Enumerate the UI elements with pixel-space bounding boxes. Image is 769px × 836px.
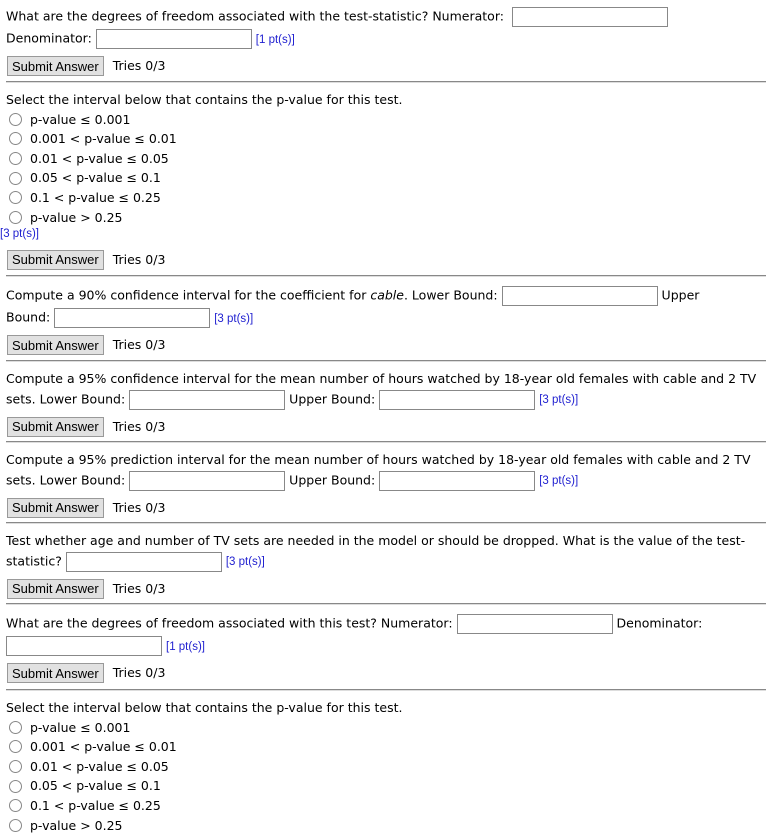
- upper-bound-input[interactable]: [379, 390, 535, 410]
- option-label: 0.05 < p-value ≤ 0.1: [30, 778, 161, 794]
- divider: [6, 81, 766, 83]
- submit-answer-button[interactable]: Submit Answer: [7, 663, 104, 683]
- variable-name: cable: [370, 287, 404, 303]
- tries-count: Tries 0/3: [112, 580, 166, 596]
- radio-button[interactable]: [9, 799, 22, 812]
- test-statistic-input[interactable]: [66, 552, 222, 572]
- option-label: 0.01 < p-value ≤ 0.05: [30, 150, 169, 166]
- denominator-label: Denominator:: [6, 30, 92, 46]
- upper-bound-label: Upper Bound:: [289, 391, 376, 406]
- question-text: What are the degrees of freedom associated with this test? Numerator:: [6, 615, 453, 631]
- pvalue-option[interactable]: [6, 168, 766, 188]
- tries-count: Tries 0/3: [112, 665, 166, 681]
- upper-bound-label-cont: Bound:: [6, 309, 51, 325]
- points-label: [3 pt(s)]: [0, 228, 39, 241]
- tries-count: Tries 0/3: [112, 418, 166, 434]
- question-ci-mean: [6, 369, 766, 438]
- submit-answer-button[interactable]: Submit Answer: [7, 335, 104, 355]
- question-test-statistic: [6, 531, 766, 600]
- upper-bound-input[interactable]: [379, 471, 535, 491]
- question-ci-cable: [6, 285, 766, 356]
- points-label: [3 pt(s)]: [539, 475, 579, 487]
- divider: [6, 275, 766, 277]
- lower-bound-input[interactable]: [502, 286, 658, 306]
- question-text: Compute a 95% prediction interval for the mean number of hours watched by 18-year old females with cable and 2 TV sets. Lower Bound:: [6, 452, 751, 487]
- question-pvalue-2: [6, 698, 766, 835]
- pvalue-option[interactable]: [6, 737, 766, 757]
- question-text: What are the degrees of freedom associated with the test-statistic? Numerator:: [6, 8, 504, 24]
- pvalue-option[interactable]: [6, 815, 766, 835]
- pvalue-option[interactable]: [6, 757, 766, 777]
- points-label: [1 pt(s)]: [166, 640, 205, 653]
- numerator-input[interactable]: [457, 614, 613, 634]
- points-label: [3 pt(s)]: [225, 556, 265, 568]
- option-label: p-value > 0.25: [30, 817, 123, 833]
- lower-bound-input[interactable]: [129, 390, 285, 410]
- pvalue-option[interactable]: [6, 110, 766, 130]
- question-df-1: [6, 6, 766, 77]
- question-pvalue-1: [0, 90, 766, 271]
- option-label: 0.001 < p-value ≤ 0.01: [30, 739, 177, 755]
- numerator-input[interactable]: [512, 7, 668, 27]
- radio-button[interactable]: [9, 819, 22, 832]
- submit-answer-button[interactable]: Submit Answer: [7, 56, 104, 76]
- submit-answer-button[interactable]: Submit Answer: [7, 579, 104, 599]
- pvalue-option[interactable]: [6, 776, 766, 796]
- option-label: p-value ≤ 0.001: [30, 719, 131, 735]
- radio-button[interactable]: [9, 191, 22, 204]
- option-label: 0.1 < p-value ≤ 0.25: [30, 189, 161, 205]
- question-text: Select the interval below that contains the p-value for this test.: [6, 700, 403, 715]
- radio-button[interactable]: [9, 780, 22, 793]
- divider: [6, 441, 766, 443]
- submit-answer-button[interactable]: Submit Answer: [7, 498, 104, 518]
- denominator-label: Denominator:: [616, 615, 703, 631]
- radio-button[interactable]: [9, 211, 22, 224]
- question-pi-mean: [6, 450, 766, 519]
- points-label: [3 pt(s)]: [539, 394, 579, 406]
- points-label: [1 pt(s)]: [255, 33, 295, 46]
- submit-answer-button[interactable]: Submit Answer: [7, 250, 104, 270]
- divider: [6, 522, 766, 524]
- option-label: p-value ≤ 0.001: [30, 111, 131, 127]
- question-text: Test whether age and number of TV sets are needed in the model or should be dropped. What is the value of the test-statistic?: [6, 533, 746, 568]
- upper-bound-input[interactable]: [54, 308, 210, 328]
- divider: [6, 689, 766, 691]
- upper-bound-label: Upper Bound:: [289, 472, 376, 487]
- upper-bound-label: Upper: [661, 287, 700, 303]
- question-text: Select the interval below that contains the p-value for this test.: [6, 92, 403, 107]
- points-label: [3 pt(s)]: [214, 312, 254, 325]
- option-label: p-value > 0.25: [30, 209, 123, 225]
- question-text: Compute a 90% confidence interval for the coefficient for: [6, 287, 371, 303]
- option-label: 0.05 < p-value ≤ 0.1: [30, 170, 161, 186]
- question-text: Compute a 95% confidence interval for the mean number of hours watched by 18-year old females with cable and 2 TV sets. Lower Bound:: [6, 371, 757, 406]
- denominator-input[interactable]: [6, 636, 162, 656]
- submit-answer-button[interactable]: Submit Answer: [7, 417, 104, 437]
- lower-bound-input[interactable]: [129, 471, 285, 491]
- option-label: 0.001 < p-value ≤ 0.01: [30, 131, 177, 147]
- divider: [6, 603, 766, 605]
- divider: [6, 360, 766, 362]
- tries-count: Tries 0/3: [112, 58, 166, 74]
- radio-button[interactable]: [9, 760, 22, 773]
- question-df-2: [6, 613, 766, 684]
- option-label: 0.01 < p-value ≤ 0.05: [30, 758, 169, 774]
- pvalue-option[interactable]: [6, 796, 766, 816]
- pvalue-option[interactable]: [6, 188, 766, 208]
- option-label: 0.1 < p-value ≤ 0.25: [30, 797, 161, 813]
- pvalue-option[interactable]: [6, 718, 766, 738]
- radio-button[interactable]: [9, 113, 22, 126]
- radio-button[interactable]: [9, 152, 22, 165]
- radio-button[interactable]: [9, 132, 22, 145]
- lower-bound-label: . Lower Bound:: [403, 287, 498, 303]
- tries-count: Tries 0/3: [112, 337, 166, 353]
- tries-count: Tries 0/3: [112, 251, 166, 267]
- tries-count: Tries 0/3: [112, 499, 166, 515]
- radio-button[interactable]: [9, 172, 22, 185]
- radio-button[interactable]: [9, 721, 22, 734]
- pvalue-option[interactable]: [6, 149, 766, 169]
- radio-button[interactable]: [9, 740, 22, 753]
- pvalue-option[interactable]: [6, 129, 766, 149]
- denominator-input[interactable]: [96, 29, 252, 49]
